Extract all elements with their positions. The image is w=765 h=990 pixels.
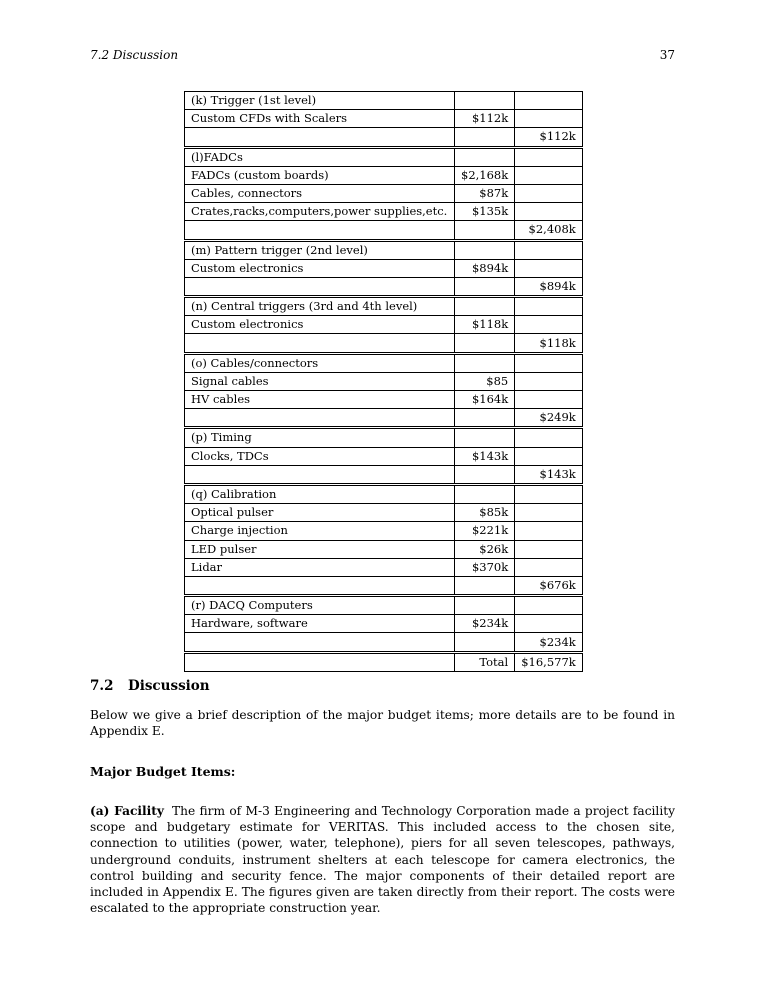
table-row [185,297,583,316]
subtotal-cell [515,391,583,409]
item-cost-cell: $26k [455,540,515,558]
item-label-cell [185,277,455,296]
item-label-cell [185,576,455,595]
table-row [185,184,583,202]
subtotal-cell [515,297,583,316]
page-number: 37 [659,48,675,62]
table-row [185,633,583,652]
intro-paragraph: Below we give a brief description of the major budget items; more details are to be found in Appendix E. [90,708,675,739]
item-cost-cell: $370k [455,558,515,576]
table-row [185,484,583,503]
item-label-cell: Clocks, TDCs [185,447,455,465]
table-row [185,147,583,166]
table-row [185,92,583,110]
item-cost-cell [455,128,515,147]
item-cost-cell [455,92,515,110]
item-label-cell [185,465,455,484]
subtotal-cell [515,240,583,259]
item-cost-cell [455,221,515,240]
table-row [185,240,583,259]
item-label-cell: FADCs (custom boards) [185,166,455,184]
major-budget-items-heading: Major Budget Items: [90,764,236,779]
subtotal-cell [515,166,583,184]
subtotal-cell: $234k [515,633,583,652]
table-row [185,372,583,390]
subtotal-cell [515,184,583,202]
table-row [185,576,583,595]
section-heading [90,678,210,694]
subtotal-cell [515,484,583,503]
item-cost-cell: $164k [455,391,515,409]
table-row [185,540,583,558]
item-label-cell [185,221,455,240]
table-row [185,203,583,221]
item-cost-cell: $2,168k [455,166,515,184]
item-cost-cell [455,633,515,652]
budget-table [184,91,583,672]
item-cost-cell [455,576,515,595]
item-cost-cell [455,596,515,615]
table-row [185,259,583,277]
subtotal-cell [515,92,583,110]
table-row [185,391,583,409]
subtotal-cell [515,540,583,558]
item-cost-cell: $112k [455,110,515,128]
item-label-cell: Custom electronics [185,316,455,334]
item-label-cell [185,652,455,671]
subtotal-cell [515,372,583,390]
running-header-section: 7.2 Discussion [90,48,179,62]
item-label-cell: (n) Central triggers (3rd and 4th level) [185,297,455,316]
subtotal-cell [515,447,583,465]
subtotal-cell [515,259,583,277]
item-label-cell: (l)FADCs [185,147,455,166]
item-label-cell: Custom CFDs with Scalers [185,110,455,128]
table-row [185,428,583,447]
item-cost-cell: $118k [455,316,515,334]
item-label-cell: (r) DACQ Computers [185,596,455,615]
item-label-cell [185,128,455,147]
item-label-cell: Crates,racks,computers,power supplies,etc. [185,203,455,221]
subtotal-cell [515,504,583,522]
item-cost-cell [455,240,515,259]
item-cost-cell: $894k [455,259,515,277]
item-label-cell: Custom electronics [185,259,455,277]
subtotal-cell [515,203,583,221]
table-row [185,615,583,633]
item-cost-cell: $135k [455,203,515,221]
table-row [185,110,583,128]
item-cost-cell [455,277,515,296]
facility-text: The firm of M-3 Engineering and Technology Corporation made a project facility scope and budgetary estimate for VERITAS. This included access to the chosen site, connection to utilities (power, water, telephone), piers for all seven telescopes, pathways, underground conduits, instrument shelters at each telescope for camera electronics, the control building and security fence. The major components of their detailed report are included in Appendix E. The figures given are taken directly from their report. The costs were escalated to the appropriate construction year. [90,804,675,916]
item-cost-cell [455,409,515,428]
subtotal-cell: $2,408k [515,221,583,240]
item-cost-cell: $85 [455,372,515,390]
item-label-cell [185,409,455,428]
subtotal-cell [515,615,583,633]
subtotal-cell [515,428,583,447]
item-label-cell: HV cables [185,391,455,409]
item-cost-cell [455,465,515,484]
table-row [185,447,583,465]
item-cost-cell [455,428,515,447]
table-row [185,277,583,296]
item-cost-cell: $143k [455,447,515,465]
item-cost-cell [455,353,515,372]
subtotal-cell: $143k [515,465,583,484]
subtotal-cell [515,558,583,576]
table-row [185,409,583,428]
facility-paragraph [90,803,675,916]
section-title: Discussion [128,678,210,694]
subtotal-cell: $894k [515,277,583,296]
table-row [185,221,583,240]
item-cost-cell [455,297,515,316]
subtotal-cell [515,110,583,128]
item-cost-cell: Total [455,652,515,671]
section-number: 7.2 [90,678,114,694]
item-cost-cell [455,147,515,166]
item-label-cell [185,633,455,652]
table-row [185,596,583,615]
subtotal-cell: $249k [515,409,583,428]
item-label-cell [185,334,455,353]
subtotal-cell: $16,577k [515,652,583,671]
item-label-cell: (p) Timing [185,428,455,447]
item-cost-cell: $85k [455,504,515,522]
budget-table-body [185,92,583,672]
item-label-cell: (m) Pattern trigger (2nd level) [185,240,455,259]
item-label-cell: Optical pulser [185,504,455,522]
subtotal-cell: $676k [515,576,583,595]
table-row [185,522,583,540]
subtotal-cell [515,316,583,334]
table-row [185,652,583,671]
item-label-cell: Charge injection [185,522,455,540]
subtotal-cell: $112k [515,128,583,147]
item-cost-cell: $234k [455,615,515,633]
item-label-cell: Lidar [185,558,455,576]
item-label-cell: LED pulser [185,540,455,558]
item-cost-cell [455,484,515,503]
subtotal-cell: $118k [515,334,583,353]
item-cost-cell: $87k [455,184,515,202]
table-row [185,504,583,522]
subtotal-cell [515,353,583,372]
table-row [185,558,583,576]
subtotal-cell [515,522,583,540]
item-label-cell: (k) Trigger (1st level) [185,92,455,110]
item-label-cell: (o) Cables/connectors [185,353,455,372]
facility-label: (a) Facility [90,804,165,818]
table-row [185,353,583,372]
subtotal-cell [515,596,583,615]
table-row [185,334,583,353]
table-row [185,465,583,484]
item-label-cell: (q) Calibration [185,484,455,503]
item-label-cell: Signal cables [185,372,455,390]
table-row [185,166,583,184]
item-label-cell: Hardware, software [185,615,455,633]
item-cost-cell: $221k [455,522,515,540]
subtotal-cell [515,147,583,166]
table-row [185,128,583,147]
item-label-cell: Cables, connectors [185,184,455,202]
item-cost-cell [455,334,515,353]
table-row [185,316,583,334]
